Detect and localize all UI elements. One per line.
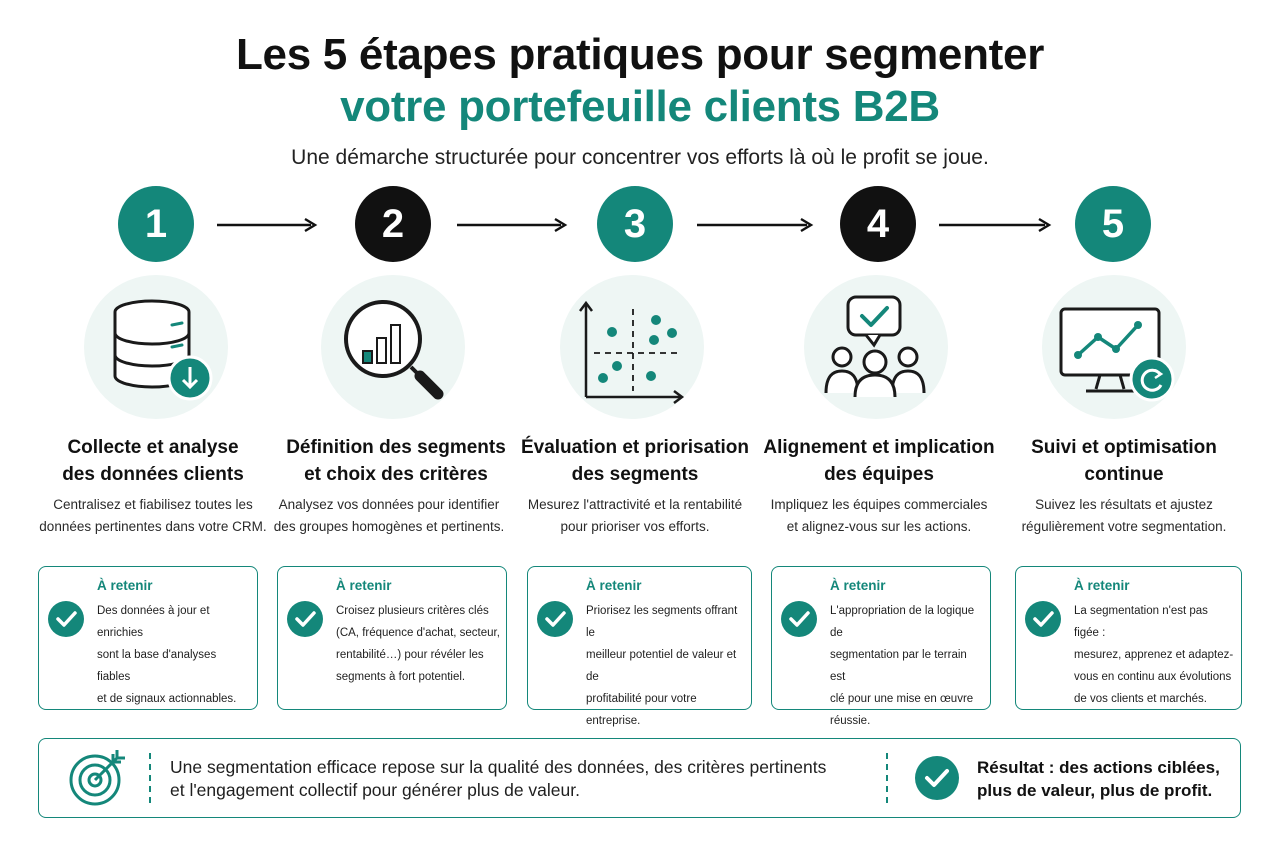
scatter-quadrant-icon: [560, 275, 704, 419]
step-3-title: Évaluation et priorisation des segments: [520, 437, 750, 485]
step-2-number: 2: [355, 186, 431, 262]
step-1-illustration: [84, 275, 228, 419]
divider: [886, 753, 888, 803]
target-icon: [67, 748, 129, 808]
step-5-number: 5: [1075, 186, 1151, 262]
result-text: Résultat : des actions ciblées, plus de valeur, plus de profit.: [977, 758, 1220, 800]
step-3-description: Mesurez l'attractivité et la rentabilité pour prioriser vos efforts.: [527, 497, 743, 534]
database-download-icon: [84, 275, 228, 419]
card-heading: À retenir: [1074, 578, 1130, 593]
title-line-2: votre portefeuille clients B2B: [340, 82, 940, 131]
step-3-illustration: [560, 275, 704, 419]
step-2-takeaway-card: [277, 566, 507, 710]
monitor-refresh-icon: [1042, 275, 1186, 419]
step-1-takeaway-card: [38, 566, 258, 710]
card-text: Des données à jour et enrichies sont la base d'analyses fiables et de signaux actionnables.: [97, 605, 237, 705]
step-4-title: Alignement et implication des équipes: [763, 437, 995, 485]
team-approval-icon: [804, 275, 948, 419]
card-text: Priorisez les segments offrant le meilleur potentiel de valeur et de profitabilité pour votre entreprise.: [586, 605, 738, 727]
title-line-1: Les 5 étapes pratiques pour segmenter: [235, 30, 1045, 79]
step-4-number: 4: [840, 186, 916, 262]
check-icon: [781, 601, 817, 637]
subtitle: Une démarche structurée pour concentrer vos efforts là où le profit se joue.: [291, 146, 989, 169]
arrow-right-icon: [937, 214, 1053, 236]
card-heading: À retenir: [586, 578, 642, 593]
step-5-description: Suivez les résultats et ajustez régulièrement votre segmentation.: [1021, 497, 1227, 534]
step-2-description: Analysez vos données pour identifier des groupes homogènes et pertinents.: [273, 497, 505, 534]
summary-bar: [38, 738, 1241, 818]
step-2-illustration: [321, 275, 465, 419]
step-5-title: Suivi et optimisation continue: [1031, 437, 1217, 485]
step-1-number: 1: [118, 186, 194, 262]
step-4-takeaway-card: [771, 566, 991, 727]
card-heading: À retenir: [336, 578, 392, 593]
magnifier-bar-chart-icon: [321, 275, 465, 419]
card-text: Croisez plusieurs critères clés (CA, fréquence d'achat, secteur, rentabilité…) pour révéler les segments à fort potentiel.: [336, 605, 500, 683]
card-text: La segmentation n'est pas figée : mesurez, apprenez et adaptez- vous en continu aux évolutions de vos clients et marchés.: [1074, 605, 1234, 705]
step-1-description: Centralisez et fiabilisez toutes les données pertinentes dans votre CRM.: [39, 497, 267, 534]
step-1-title: Collecte et analyse des données clients: [62, 437, 244, 485]
step-4-illustration: [804, 275, 948, 419]
check-icon: [48, 601, 84, 637]
card-heading: À retenir: [830, 578, 886, 593]
check-icon: [287, 601, 323, 637]
step-3-number: 3: [597, 186, 673, 262]
check-icon: [915, 756, 959, 800]
step-5-illustration: [1042, 275, 1186, 419]
arrow-right-icon: [455, 214, 569, 236]
summary-text: Une segmentation efficace repose sur la qualité des données, des critères pertinents et l'engagement collectif pour générer plus de valeur.: [170, 757, 827, 800]
card-text: L'appropriation de la logique de segmentation par le terrain est clé pour une mise en œuvre réussie.: [830, 605, 975, 727]
step-4-description: Impliquez les équipes commerciales et alignez-vous sur les actions.: [770, 497, 988, 534]
check-icon: [1025, 601, 1061, 637]
check-icon: [537, 601, 573, 637]
step-5-takeaway-card: [1015, 566, 1242, 710]
divider: [149, 753, 151, 803]
card-heading: À retenir: [97, 578, 153, 593]
arrow-right-icon: [695, 214, 815, 236]
arrow-right-icon: [215, 214, 319, 236]
step-3-takeaway-card: [527, 566, 752, 727]
step-2-title: Définition des segments et choix des critères: [286, 437, 506, 485]
